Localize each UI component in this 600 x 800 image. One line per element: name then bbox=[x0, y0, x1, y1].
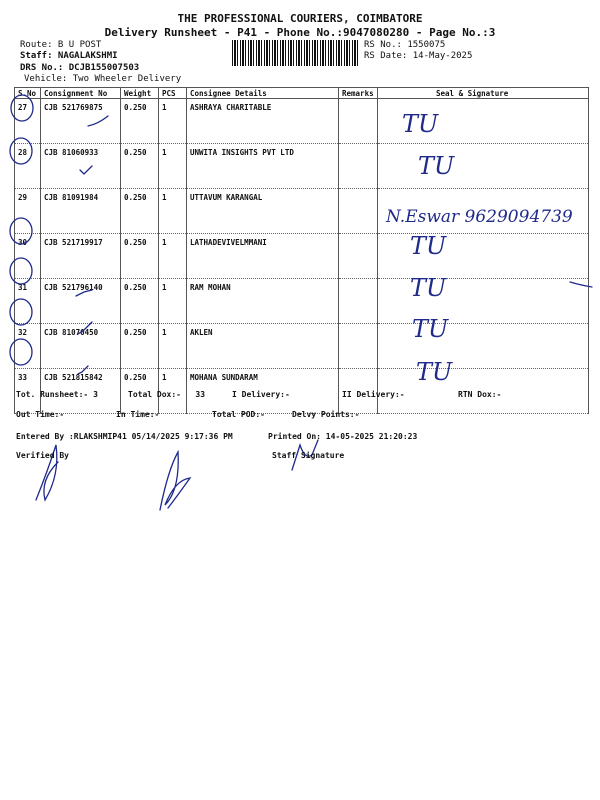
row-consignment: CJB 81060933 bbox=[41, 144, 121, 189]
signature-tu: TU bbox=[418, 152, 455, 180]
row-pcs: 1 bbox=[159, 279, 187, 324]
drs-label: DRS No.: DCJB155007503 bbox=[20, 63, 140, 73]
row-weight: 0.250 bbox=[121, 369, 159, 414]
row-consignment: CJB 521719917 bbox=[41, 234, 121, 279]
staff-signature: Staff Signature bbox=[272, 451, 345, 460]
check-mark bbox=[78, 322, 92, 334]
signature-tu: TU bbox=[410, 274, 447, 302]
row-weight: 0.250 bbox=[121, 279, 159, 324]
serial-circle bbox=[10, 339, 32, 365]
rs-date-label: RS Date: 14-May-2025 bbox=[364, 51, 473, 61]
verified-by: Verified By bbox=[16, 451, 69, 460]
row-consignee: ASHRAYA CHARITABLE bbox=[187, 99, 339, 144]
row-sno: 27 bbox=[15, 99, 41, 144]
row-pcs: 1 bbox=[159, 99, 187, 144]
serial-circle bbox=[11, 95, 33, 121]
row-pcs: 1 bbox=[159, 234, 187, 279]
stray-mark bbox=[570, 282, 592, 287]
row-consignment: CJB 81091984 bbox=[41, 189, 121, 234]
row-weight: 0.250 bbox=[121, 99, 159, 144]
vehicle-label: Vehicle: Two Wheeler Delivery bbox=[24, 74, 182, 84]
row-consignee: UTTAVUM KARANGAL bbox=[187, 189, 339, 234]
row-weight: 0.250 bbox=[121, 144, 159, 189]
rtn-dox: RTN Dox:- bbox=[458, 390, 502, 399]
total-dox: Total Dox:- 33 bbox=[128, 390, 206, 399]
row-consignee: LATHADEVIVELMMANI bbox=[187, 234, 339, 279]
row-pcs: 1 bbox=[159, 324, 187, 369]
staff-label: Staff: NAGALAKSHMI bbox=[20, 51, 118, 61]
delvy-points: Delvy Points:- bbox=[292, 410, 360, 419]
row-consignment: CJB 521769875 bbox=[41, 99, 121, 144]
row-sno: 29 bbox=[15, 189, 41, 234]
row-sno: 32 bbox=[15, 324, 41, 369]
row-pcs: 1 bbox=[159, 144, 187, 189]
col-seal-signature: Seal & Signature bbox=[378, 88, 589, 99]
col-pcs: PCS bbox=[159, 88, 187, 99]
signature-tu: TU bbox=[412, 315, 449, 343]
row-consignee: AKLEN bbox=[187, 324, 339, 369]
row-consignment: CJB 81070450 bbox=[41, 324, 121, 369]
signature-tu: TU bbox=[416, 358, 453, 386]
row-consignee: MOHANA SUNDARAM bbox=[187, 369, 339, 414]
check-mark bbox=[78, 366, 88, 374]
receiver-note: N.Eswar 9629094739 bbox=[386, 207, 573, 227]
col-weight: Weight bbox=[121, 88, 159, 99]
row-pcs: 1 bbox=[159, 189, 187, 234]
signature-scribble bbox=[160, 452, 190, 510]
i-delivery: I Delivery:- bbox=[232, 390, 290, 399]
company-title: THE PROFESSIONAL COURIERS, COIMBATORE bbox=[177, 12, 423, 25]
serial-circle bbox=[10, 218, 32, 244]
row-weight: 0.250 bbox=[121, 189, 159, 234]
printed-on: Printed On: 14-05-2025 21:20:23 bbox=[268, 432, 418, 441]
check-mark bbox=[76, 290, 92, 296]
row-weight: 0.250 bbox=[121, 234, 159, 279]
col-consignment: Consignment No bbox=[41, 88, 121, 99]
col-consignee: Consignee Details bbox=[187, 88, 339, 99]
tot-runsheet: Tot. Runsheet:- 3 bbox=[16, 390, 98, 399]
serial-circle bbox=[10, 299, 32, 325]
runsheet-subtitle: Delivery Runsheet - P41 - Phone No.:9047080280 - Page No.:3 bbox=[104, 26, 496, 39]
row-sno: 33 bbox=[15, 369, 41, 414]
ii-delivery: II Delivery:- bbox=[342, 390, 405, 399]
check-mark bbox=[88, 116, 108, 126]
row-weight: 0.250 bbox=[121, 324, 159, 369]
entered-by: Entered By :RLAKSHMIP41 05/14/2025 9:17:36 PM bbox=[16, 432, 233, 441]
row-consignment: CJB 521815842 bbox=[41, 369, 121, 414]
check-mark bbox=[80, 166, 92, 174]
row-consignee: RAM MOHAN bbox=[187, 279, 339, 324]
row-consignment: CJB 521796140 bbox=[41, 279, 121, 324]
serial-circle bbox=[10, 258, 32, 284]
signature-tu: TU bbox=[402, 110, 439, 138]
signature-tu: TU bbox=[410, 232, 447, 260]
row-pcs: 1 bbox=[159, 369, 187, 414]
in-time: In Time:- bbox=[116, 410, 160, 419]
col-sno: S.No bbox=[15, 88, 41, 99]
route-label: Route: B U POST bbox=[20, 40, 102, 50]
row-consignee: UNWITA INSIGHTS PVT LTD bbox=[187, 144, 339, 189]
row-sno: 31 bbox=[15, 279, 41, 324]
rs-no-label: RS No.: 1550075 bbox=[364, 40, 446, 50]
serial-circle bbox=[10, 138, 32, 164]
out-time: Out Time:- bbox=[16, 410, 65, 419]
col-remarks: Remarks bbox=[339, 88, 378, 99]
row-sno: 30 bbox=[15, 234, 41, 279]
total-pod: Total POD:- bbox=[212, 410, 265, 419]
row-sno: 28 bbox=[15, 144, 41, 189]
